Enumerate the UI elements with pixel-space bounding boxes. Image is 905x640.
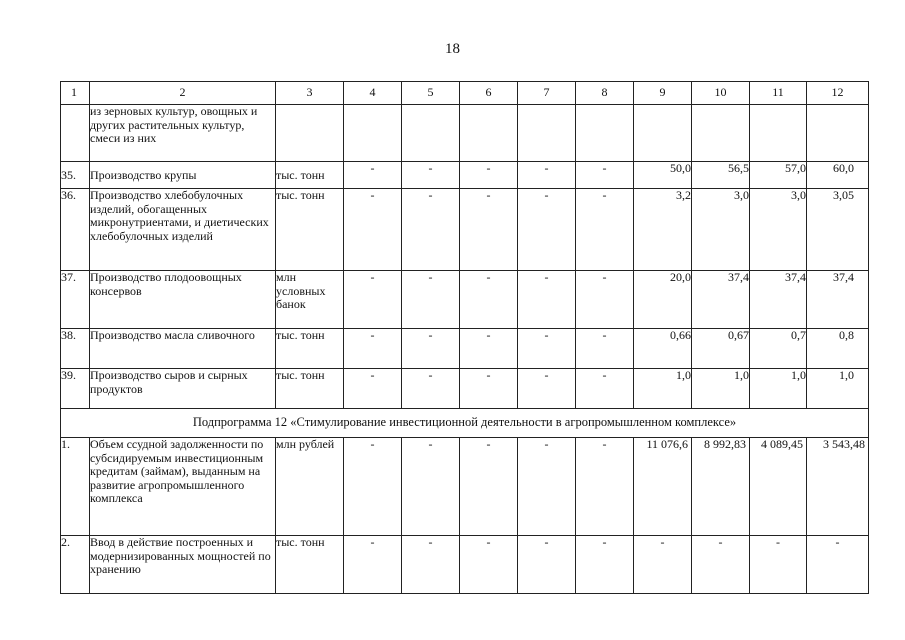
header-cell: 7 [518,82,576,105]
header-cell: 5 [402,82,460,105]
value-cell [402,105,460,162]
row-number: 39. [61,369,90,409]
value-cell [460,105,518,162]
value-cell: - [518,271,576,329]
value-cell: - [460,162,518,189]
header-cell: 2 [90,82,276,105]
value-cell: - [576,438,634,536]
value-cell: - [692,536,750,594]
value-cell: 1,0 [634,369,692,409]
value-cell: - [518,536,576,594]
unit-cell: тыс. тонн [276,329,344,369]
header-cell: 11 [750,82,807,105]
row-number: 37. [61,271,90,329]
value-cell: 60,0 [807,162,869,189]
value-cell: - [344,536,402,594]
value-cell: 37,4 [750,271,807,329]
table-row [61,536,869,594]
value-cell: 0,8 [807,329,869,369]
header-cell: 8 [576,82,634,105]
value-cell: 56,5 [692,162,750,189]
value-cell [750,105,807,162]
table-row [61,105,869,162]
value-cell: - [402,189,460,271]
value-cell: 50,0 [634,162,692,189]
unit-cell: тыс. тонн [276,189,344,271]
indicator-name: Производство масла сливочного [90,329,276,369]
value-cell: - [402,536,460,594]
value-cell: 1,0 [807,369,869,409]
value-cell: - [460,189,518,271]
table-row [61,329,869,369]
header-cell: 1 [61,82,90,105]
value-cell: - [576,271,634,329]
value-cell: 3,0 [750,189,807,271]
unit-cell: тыс. тонн [276,162,344,189]
value-cell: - [460,329,518,369]
value-cell [344,105,402,162]
header-cell: 12 [807,82,869,105]
value-cell: 57,0 [750,162,807,189]
value-cell: - [518,438,576,536]
value-cell: 0,66 [634,329,692,369]
indicator-name: Производство плодоовощных консервов [90,271,276,329]
value-cell: - [344,271,402,329]
unit-cell: тыс. тонн [276,536,344,594]
page-number: 18 [445,41,460,57]
unit-cell: тыс. тонн [276,369,344,409]
value-cell: - [518,189,576,271]
table-row [61,369,869,409]
table-row [61,271,869,329]
row-number: 2. [61,536,90,594]
value-cell [807,105,869,162]
row-number: 1. [61,438,90,536]
value-cell: - [576,329,634,369]
value-cell: - [460,536,518,594]
header-cell: 3 [276,82,344,105]
indicator-name: Ввод в действие построенных и модернизированных мощностей по хранению [90,536,276,594]
indicator-name: Производство хлебобулочных изделий, обогащенных микронутриентами, и диетических хлебобулочных изделий [90,189,276,271]
value-cell: - [344,329,402,369]
value-cell: - [518,162,576,189]
value-cell: - [807,536,869,594]
indicator-table [60,81,869,594]
value-cell: - [750,536,807,594]
value-cell: - [460,438,518,536]
header-cell: 9 [634,82,692,105]
value-cell [692,105,750,162]
value-cell: - [576,369,634,409]
value-cell: 37,4 [807,271,869,329]
row-number [61,105,90,162]
value-cell: - [402,329,460,369]
value-cell: 1,0 [692,369,750,409]
value-cell: - [460,271,518,329]
value-cell: 3,05 [807,189,869,271]
value-cell: - [344,438,402,536]
value-cell: 8 992,83 [692,438,750,536]
subprogram-heading-row [61,409,869,438]
value-cell: 1,0 [750,369,807,409]
header-cell: 4 [344,82,402,105]
value-cell: 0,67 [692,329,750,369]
row-number: 36. [61,189,90,271]
value-cell: - [634,536,692,594]
row-number: 38. [61,329,90,369]
value-cell: - [576,162,634,189]
value-cell: - [576,189,634,271]
value-cell: 0,7 [750,329,807,369]
unit-cell: млн рублей [276,438,344,536]
table-row [61,438,869,536]
value-cell: 3,2 [634,189,692,271]
value-cell: 11 076,6 [634,438,692,536]
value-cell: 37,4 [692,271,750,329]
indicator-name: Производство сыров и сырных продуктов [90,369,276,409]
value-cell: - [402,438,460,536]
value-cell: 3,0 [692,189,750,271]
header-cell: 6 [460,82,518,105]
value-cell: - [576,536,634,594]
table-row [61,189,869,271]
value-cell: - [460,369,518,409]
header-cell: 10 [692,82,750,105]
value-cell: - [344,162,402,189]
value-cell: - [402,271,460,329]
value-cell [576,105,634,162]
value-cell: 3 543,48 [807,438,869,536]
indicator-name: Производство крупы [90,162,276,189]
row-number: 35. [61,162,90,189]
value-cell: - [344,369,402,409]
indicator-name: из зерновых культур, овощных и других растительных культур, смеси из них [90,105,276,162]
value-cell [518,105,576,162]
value-cell: - [344,189,402,271]
value-cell: - [518,369,576,409]
subprogram-title: Подпрограмма 12 «Стимулирование инвестиционной деятельности в агропромышленном комплексе» [61,409,869,438]
value-cell: - [402,369,460,409]
value-cell: - [402,162,460,189]
unit-cell: млн условных банок [276,271,344,329]
column-number-row [61,82,869,105]
value-cell: - [518,329,576,369]
value-cell: 4 089,45 [750,438,807,536]
value-cell [634,105,692,162]
table-row [61,162,869,189]
unit-cell [276,105,344,162]
indicator-name: Объем ссудной задолженности по субсидируемым инвестиционным кредитам (займам), выданным на развитие агропромышленного комплекса [90,438,276,536]
value-cell: 20,0 [634,271,692,329]
